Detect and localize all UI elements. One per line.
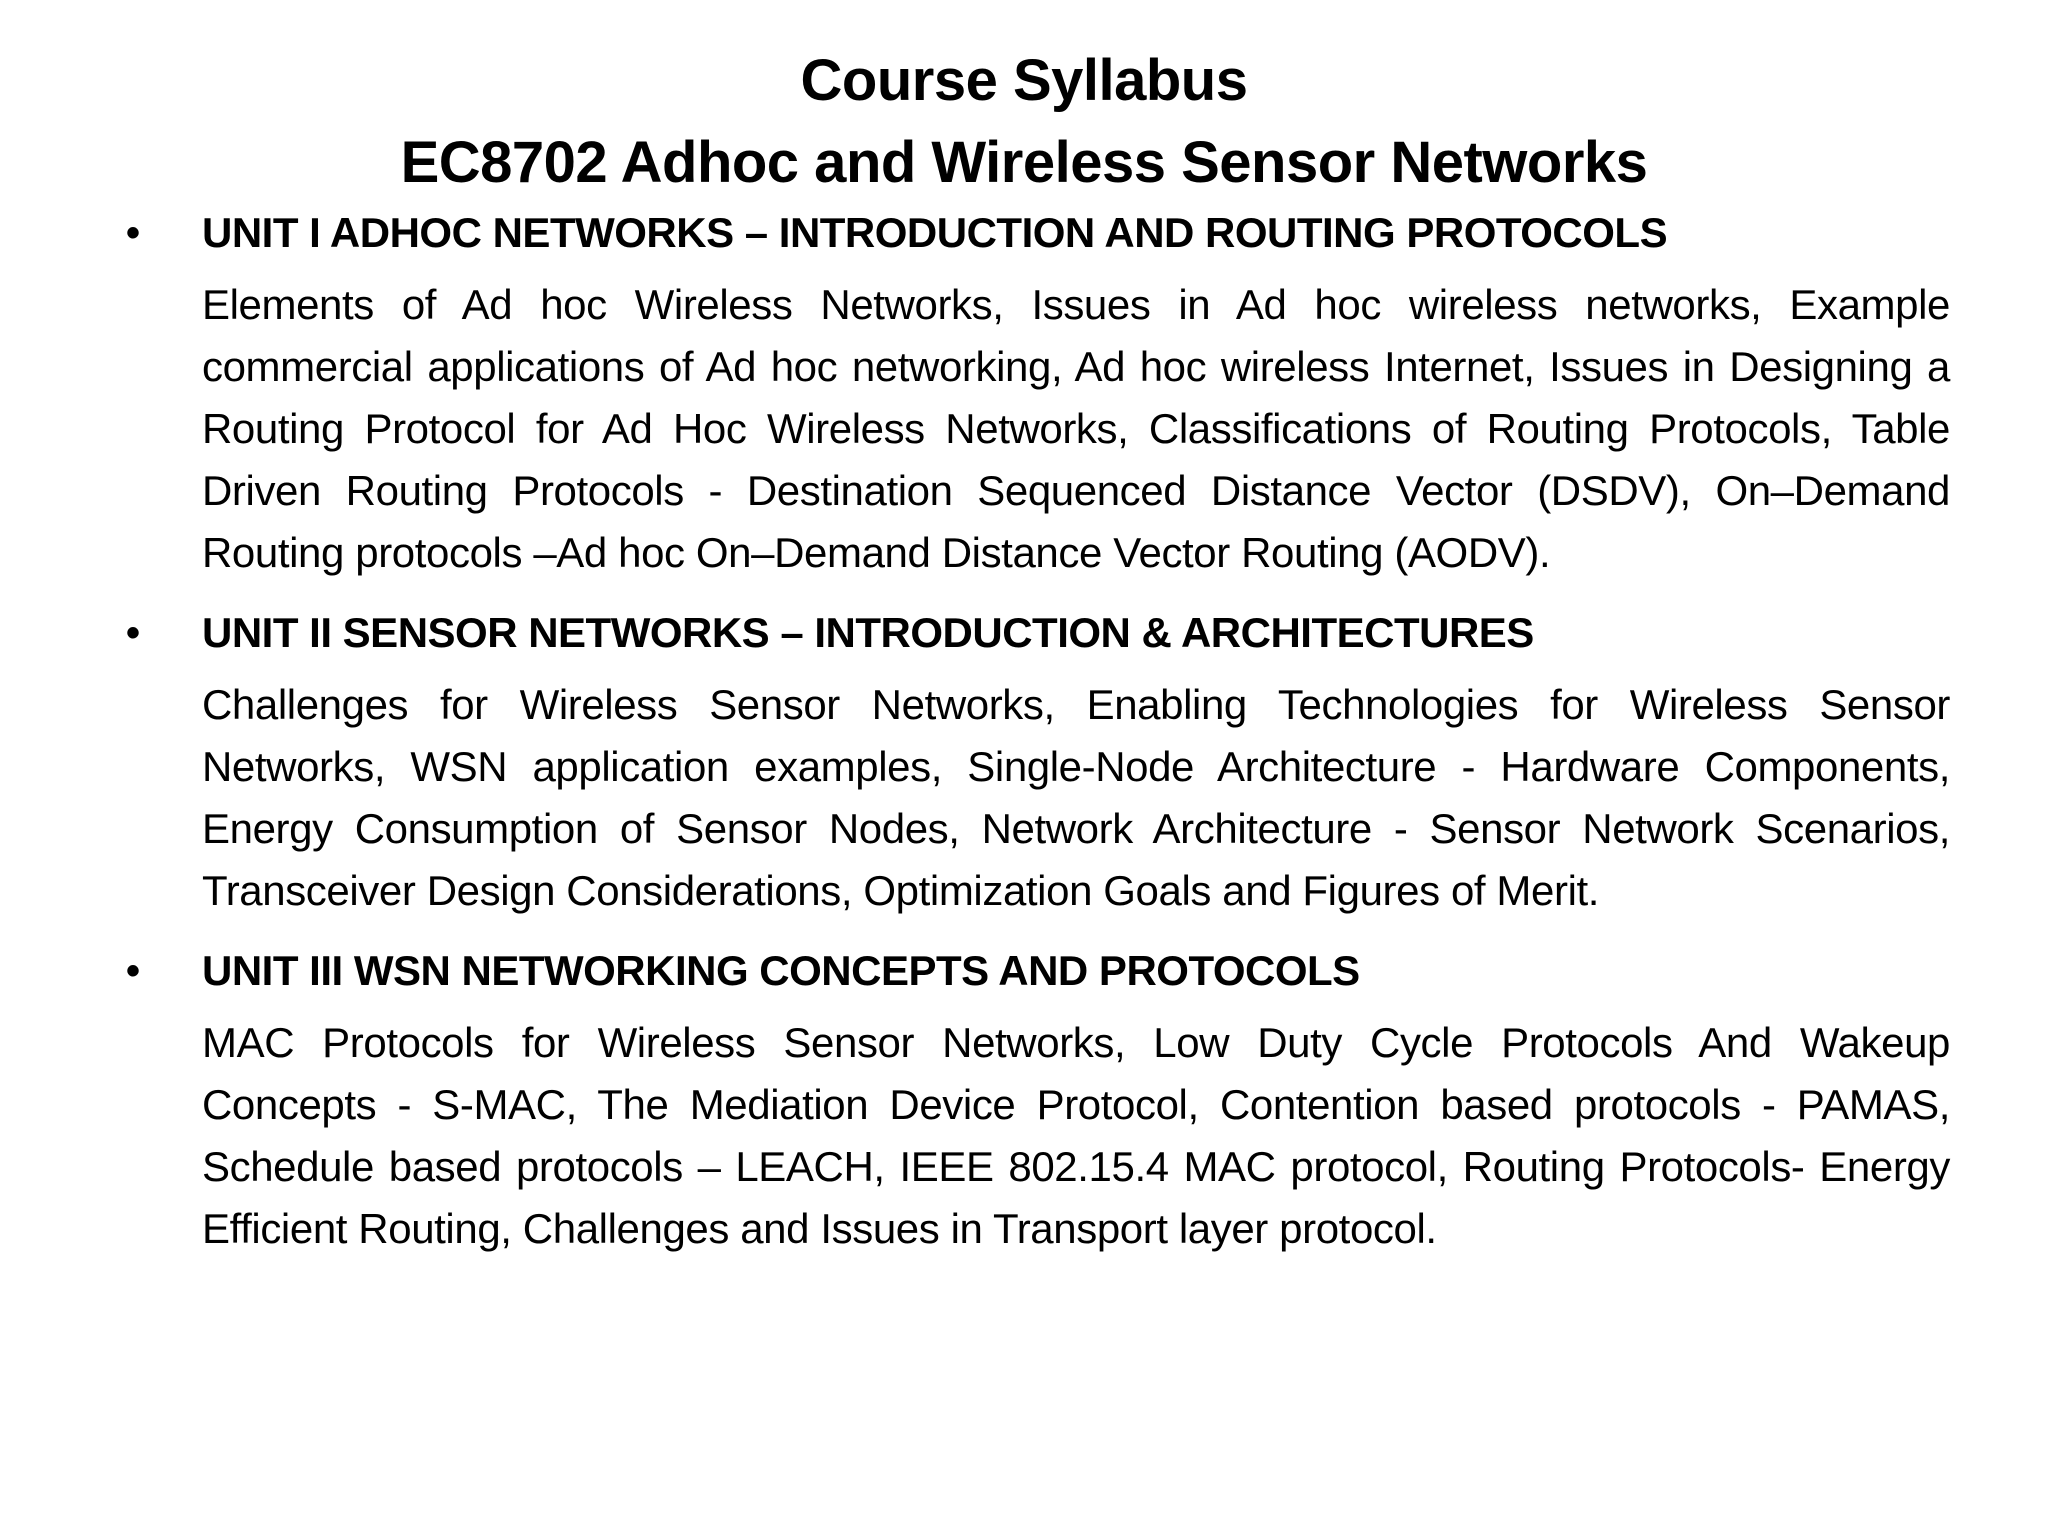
- bullet-icon: •: [126, 211, 140, 255]
- unit-heading-text: UNIT I ADHOC NETWORKS – INTRODUCTION AND ROUTING PROTOCOLS: [202, 209, 1668, 256]
- unit-2: [120, 602, 1950, 922]
- bullet-icon: •: [126, 611, 140, 655]
- unit-heading: [120, 202, 1950, 264]
- unit-description: Challenges for Wireless Sensor Networks, Enabling Technologies for Wireless Sensor Networks, WSN application examples, Single-Node Architecture - Hardware Components, Energy Consumption of Sensor Nodes, Network Architecture - Sensor Network Scenarios, Transceiver Design Considerations, Optimization Goals and Figures of Merit.: [202, 681, 1950, 914]
- unit-description: Elements of Ad hoc Wireless Networks, Issues in Ad hoc wireless networks, Example commercial applications of Ad hoc networking, Ad hoc wireless Internet, Issues in Designing a Routing Protocol for Ad Hoc Wireless Networks, Classifications of Routing Protocols, Table Driven Routing Protocols - Destination Sequenced Distance Vector (DSDV), On–Demand Routing protocols –Ad hoc On–Demand Distance Vector Routing (AODV).: [202, 281, 1950, 576]
- unit-heading-text: UNIT III WSN NETWORKING CONCEPTS AND PROTOCOLS: [202, 947, 1360, 994]
- unit-1: [120, 202, 1950, 584]
- unit-heading: [120, 940, 1950, 1002]
- unit-3: [120, 940, 1950, 1260]
- title-line-course-name: EC8702 Adhoc and Wireless Sensor Networks: [400, 130, 1648, 195]
- bullet-icon: •: [126, 949, 140, 993]
- title-line-course-syllabus: Course Syllabus: [800, 48, 1248, 113]
- unit-heading: [120, 602, 1950, 664]
- unit-description: MAC Protocols for Wireless Sensor Networks, Low Duty Cycle Protocols And Wakeup Concepts - S-MAC, The Mediation Device Protocol, Contention based protocols - PAMAS, Schedule based protocols – LEACH, IEEE 802.15.4 MAC protocol, Routing Protocols- Energy Efficient Routing, Challenges and Issues in Transport layer protocol.: [202, 1019, 1950, 1252]
- slide-title: [0, 40, 2048, 204]
- unit-heading-text: UNIT II SENSOR NETWORKS – INTRODUCTION & ARCHITECTURES: [202, 609, 1534, 656]
- syllabus-list: [120, 202, 1950, 1278]
